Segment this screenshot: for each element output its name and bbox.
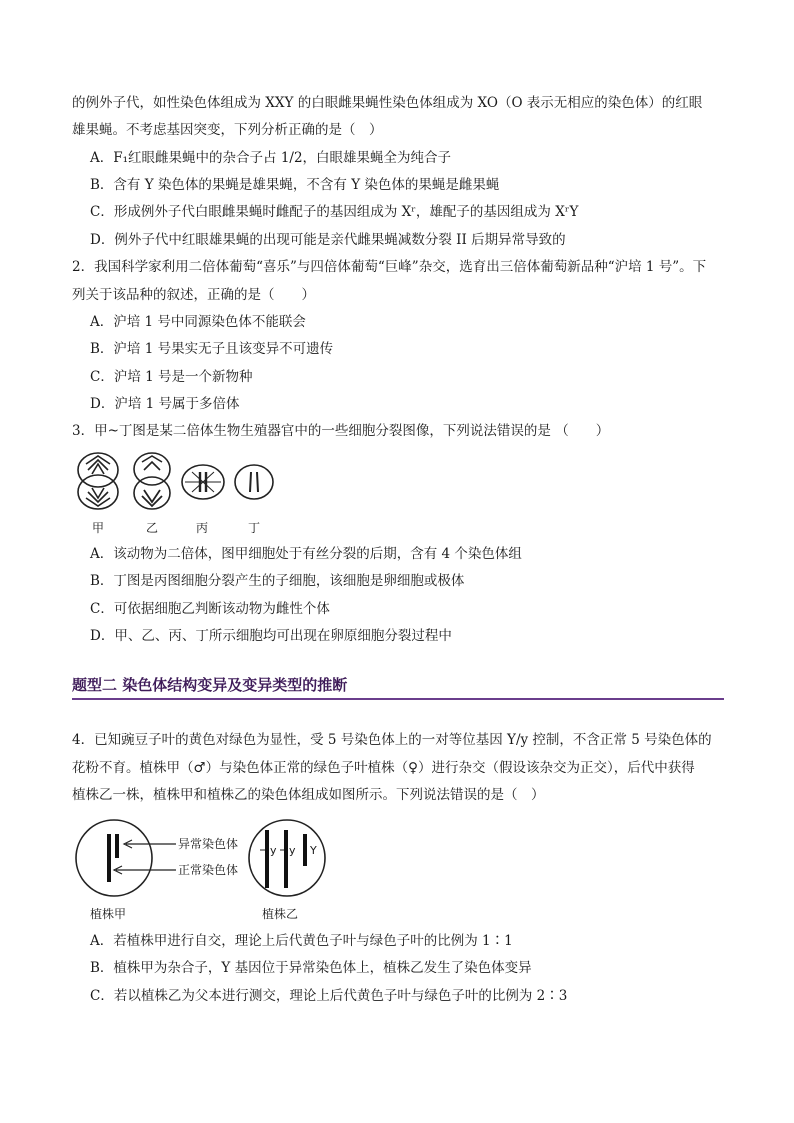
q4-option-a: A．若植株甲进行自交，理论上后代黄色子叶与绿色子叶的比例为 1∶1 [90, 933, 513, 949]
cell-jia [78, 453, 118, 509]
section-heading: 题型二 染色体结构变异及变异类型的推断 [72, 674, 724, 700]
q4-option-b: B．植株甲为杂合子，Y 基因位于异常染色体上，植株乙发生了染色体变异 [90, 960, 532, 976]
cell-division-figure [72, 450, 292, 540]
q3-stem: 3．甲~丁图是某二倍体生物生殖器官中的一些细胞分裂图像，下列说法错误的是 （ ） [72, 423, 610, 439]
q1-option-d: D．例外子代中红眼雄果蝇的出现可能是亲代雌果蝇减数分裂 II 后期异常导致的 [90, 232, 566, 248]
q4-option-c: C．若以植株乙为父本进行测交，理论上后代黄色子叶与绿色子叶的比例为 2∶3 [90, 988, 568, 1004]
q2-option-b: B．沪培 1 号果实无子且该变异不可遗传 [90, 341, 334, 357]
q4-stem-line-2: 花粉不育。植株甲（♂）与染色体正常的绿色子叶植株（♀）进行杂交（假设该杂交为正交），后代中获得 [72, 760, 695, 776]
q3-option-a: A．该动物为二倍体，图甲细胞处于有丝分裂的后期，含有 4 个染色体组 [90, 546, 522, 562]
arrow-normal [114, 866, 176, 874]
gene-Y: Y [310, 844, 317, 857]
cell-ding [235, 465, 273, 499]
q1-option-a: A．F₁红眼雌果蝇中的杂合子占 1/2，白眼雄果蝇全为纯合子 [90, 150, 452, 166]
label-yi: 乙 [146, 521, 159, 535]
plant-a-label: 植株甲 [90, 907, 127, 921]
normal-chromosome-label: 正常染色体 [178, 863, 239, 877]
label-jia: 甲 [92, 521, 105, 535]
abnormal-chromosome-label: 异常染色体 [178, 837, 239, 851]
q3-option-b: B．丁图是丙图细胞分裂产生的子细胞，该细胞是卵细胞或极体 [90, 573, 465, 589]
q4-stem-line-1: 4．已知豌豆子叶的黄色对绿色为显性，受 5 号染色体上的一对等位基因 Y/y 控制，不含正常 5 号染色体的 [72, 732, 712, 748]
q2-option-a: A．沪培 1 号中同源染色体不能联会 [90, 314, 306, 330]
gene-y-2: y [289, 844, 296, 857]
q4-stem-line-3: 植株乙一株，植株甲和植株乙的染色体组成如图所示。下列说法错误的是（ ） [72, 787, 545, 803]
gene-y-1: y [270, 844, 277, 857]
q2-stem-line-1: 2．我国科学家利用二倍体葡萄“喜乐”与四倍体葡萄“巨峰”杂交，选育出三倍体葡萄新品种“沪培 1 号”。下 [72, 259, 707, 275]
q2-option-c: C．沪培 1 号是一个新物种 [90, 369, 253, 385]
plant-b-label: 植株乙 [262, 907, 299, 921]
q1-stem-line-1: 的例外子代，如性染色体组成为 XXY 的白眼雌果蝇性染色体组成为 XO（O 表示无相应的染色体）的红眼 [72, 95, 703, 111]
q1-stem-line-2: 雄果蝇。不考虑基因突变，下列分析正确的是（ ） [72, 122, 383, 138]
label-ding: 丁 [248, 521, 261, 535]
q1-option-c: C．形成例外子代白眼雌果蝇时雌配子的基因组成为 Xʳ，雄配子的基因组成为 XʳY [90, 204, 579, 220]
plant-b-cell [249, 820, 325, 896]
plant-a-cell [76, 820, 152, 896]
chromosome-figure [72, 814, 342, 924]
q2-stem-line-2: 列关于该品种的叙述，正确的是（ ） [72, 287, 315, 303]
q3-option-d: D．甲、乙、丙、丁所示细胞均可出现在卵原细胞分裂过程中 [90, 628, 452, 644]
cell-yi [134, 453, 170, 509]
q1-option-b: B．含有 Y 染色体的果蝇是雄果蝇，不含有 Y 染色体的果蝇是雌果蝇 [90, 177, 500, 193]
q2-option-d: D．沪培 1 号属于多倍体 [90, 396, 240, 412]
cell-bing [182, 465, 224, 499]
q3-option-c: C．可依据细胞乙判断该动物为雌性个体 [90, 601, 330, 617]
label-bing: 丙 [196, 521, 209, 535]
